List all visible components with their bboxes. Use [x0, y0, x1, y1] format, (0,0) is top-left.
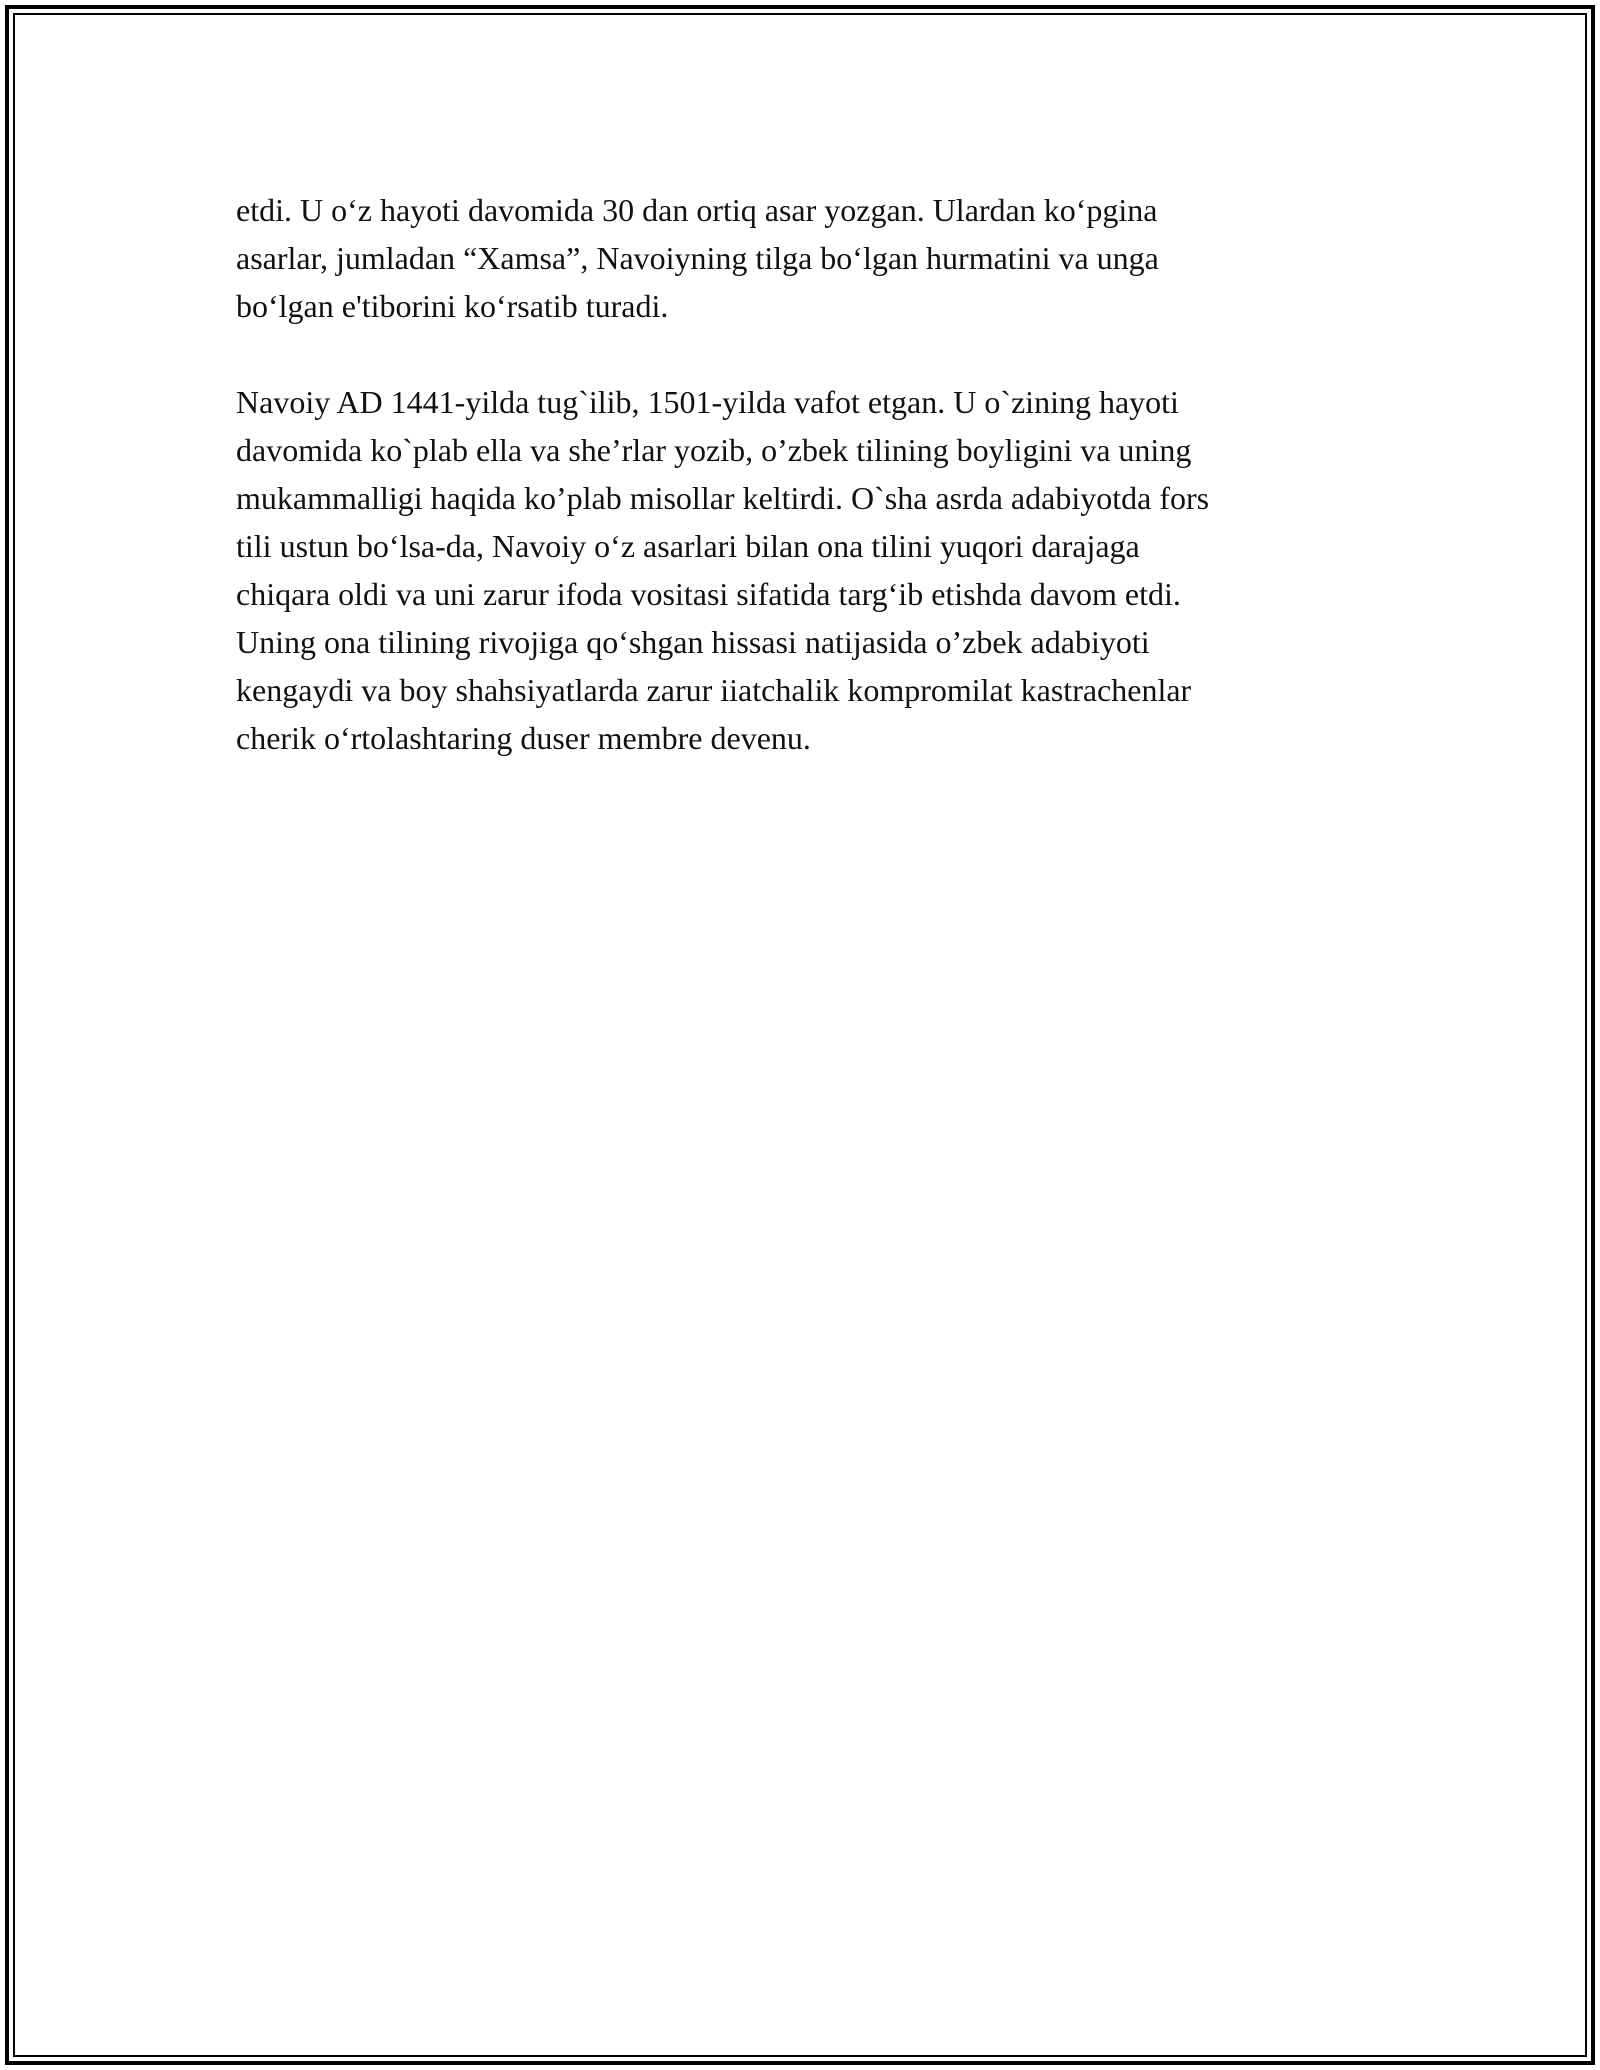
document-body [236, 186, 1366, 762]
text-line: mukammalligi haqida ko’plab misollar keltirdi. O`sha asrda adabiyotda fors [236, 480, 1210, 516]
text-line: bo‘lgan e'tiborini ko‘rsatib turadi. [236, 288, 669, 324]
paragraph-1 [236, 186, 1366, 330]
text-line: davomida ko`plab ella va she’rlar yozib, o’zbek tilining boyligini va uning [236, 432, 1192, 468]
text-line: cherik o‘rtolashtaring duser membre devenu. [236, 720, 811, 756]
paragraph-2 [236, 378, 1366, 762]
text-line: kengaydi va boy shahsiyatlarda zarur iiatchalik kompromilat kastrachenlar [236, 672, 1192, 708]
text-line: tili ustun bo‘lsa-da, Navoiy o‘z asarlari bilan ona tilini yuqori darajaga [236, 528, 1140, 564]
text-line: etdi. U o‘z hayoti davomida 30 dan ortiq asar yozgan. Ulardan ko‘pgina [236, 192, 1158, 228]
text-line: chiqara oldi va uni zarur ifoda vositasi sifatida targ‘ib etishda davom etdi. [236, 576, 1181, 612]
text-line: Uning ona tilining rivojiga qo‘shgan hissasi natijasida o’zbek adabiyoti [236, 624, 1150, 660]
text-line: Navoiy AD 1441-yilda tug`ilib, 1501-yilda vafot etgan. U o`zining hayoti [236, 384, 1179, 420]
text-line: asarlar, jumladan “Xamsa”, Navoiyning tilga bo‘lgan hurmatini va unga [236, 240, 1159, 276]
